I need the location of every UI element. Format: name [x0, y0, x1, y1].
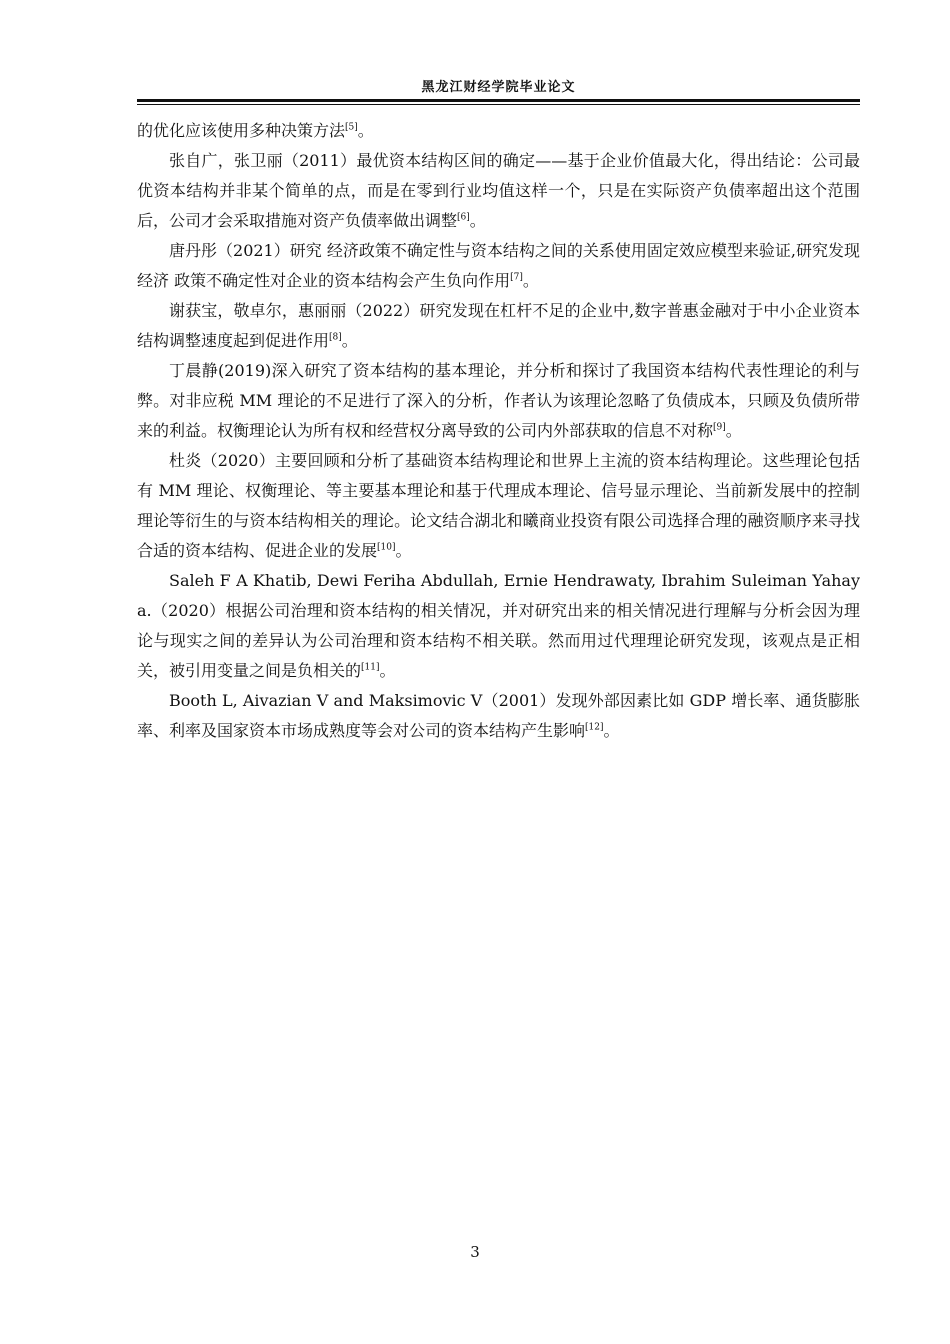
- citation-ref: [12]: [585, 722, 604, 733]
- citation-ref: [10]: [377, 542, 396, 553]
- paragraph-text: 唐丹彤（2021）研究 经济政策不确定性与资本结构之间的关系使用固定效应模型来验证,研究发现经济 政策不确定性对企业的资本结构会产生负向作用: [137, 241, 860, 290]
- page-number: 3: [470, 1243, 480, 1261]
- paragraph-tail: 。: [341, 331, 358, 350]
- paragraph-tail: 。: [395, 541, 412, 560]
- paragraph-tail: 。: [379, 661, 396, 680]
- paragraph: [137, 236, 860, 296]
- paragraph: [137, 356, 860, 446]
- body-text: [137, 116, 860, 746]
- citation-ref: [8]: [329, 332, 342, 343]
- paragraph-text: 杜炎（2020）主要回顾和分析了基础资本结构理论和世界上主流的资本结构理论。这些理论包括有 MM 理论、权衡理论、等主要基本理论和基于代理成本理论、信号显示理论、当前新发展中的控制理论等衍生的与资本结构相关的理论。论文结合湖北和曦商业投资有限公司选择合理的融资顺序来寻找合适的资本结构、促进企业的发展: [137, 451, 860, 560]
- citation-ref: [5]: [345, 122, 358, 133]
- paragraph-text: Booth L, Aivazian V and Maksimovic V（2001）发现外部因素比如 GDP 增长率、通货膨胀率、利率及国家资本市场成熟度等会对公司的资本结构产生影响: [137, 691, 860, 740]
- page-header: [137, 80, 860, 106]
- paragraph: [137, 116, 860, 146]
- paragraph-tail: 。: [603, 721, 620, 740]
- citation-ref: [7]: [510, 272, 523, 283]
- header-title: 黑龙江财经学院毕业论文: [421, 80, 576, 95]
- paragraph: [137, 146, 860, 236]
- paragraph: [137, 566, 860, 686]
- paragraph-text: Saleh F A Khatib, Dewi Feriha Abdullah, Ernie Hendrawaty, Ibrahim Suleiman Yahaya.（2020）根据公司治理和资本结构的相关情况，并对研究出来的相关情况进行理解与分析会因为理论与现实之间的差异认为公司治理和资本结构不相关联。然而用过代理理论研究发现，该观点是正相关，被引用变量之间是负相关的: [137, 571, 860, 680]
- header-rule-thick: [137, 99, 860, 102]
- paragraph: [137, 296, 860, 356]
- paragraph-tail: 。: [522, 271, 539, 290]
- paragraph-tail: 。: [725, 421, 742, 440]
- paragraph: [137, 686, 860, 746]
- paragraph-text: 丁晨静(2019)深入研究了资本结构的基本理论，并分析和探讨了我国资本结构代表性理论的利与弊。对非应税 MM 理论的不足进行了深入的分析，作者认为该理论忽略了负债成本，只顾及负债所带来的利益。权衡理论认为所有权和经营权分离导致的公司内外部获取的信息不对称: [137, 361, 860, 440]
- citation-ref: [6]: [457, 212, 470, 223]
- citation-ref: [11]: [361, 662, 380, 673]
- paragraph-tail: 。: [469, 211, 486, 230]
- paragraph-tail: 。: [357, 121, 374, 140]
- paragraph-text: 张自广，张卫丽（2011）最优资本结构区间的确定——基于企业价值最大化，得出结论：公司最优资本结构并非某个简单的点，而是在零到行业均值这样一个，只是在实际资产负债率超出这个范围后，公司才会采取措施对资产负债率做出调整: [137, 151, 860, 230]
- paragraph: [137, 446, 860, 566]
- citation-ref: [9]: [713, 422, 726, 433]
- header-rule-thin: [137, 104, 860, 105]
- paragraph-text: 谢获宝，敬卓尔，惠丽丽（2022）研究发现在杠杆不足的企业中,数字普惠金融对于中小企业资本结构调整速度起到促进作用: [137, 301, 860, 350]
- paragraph-text: 的优化应该使用多种决策方法: [137, 121, 346, 140]
